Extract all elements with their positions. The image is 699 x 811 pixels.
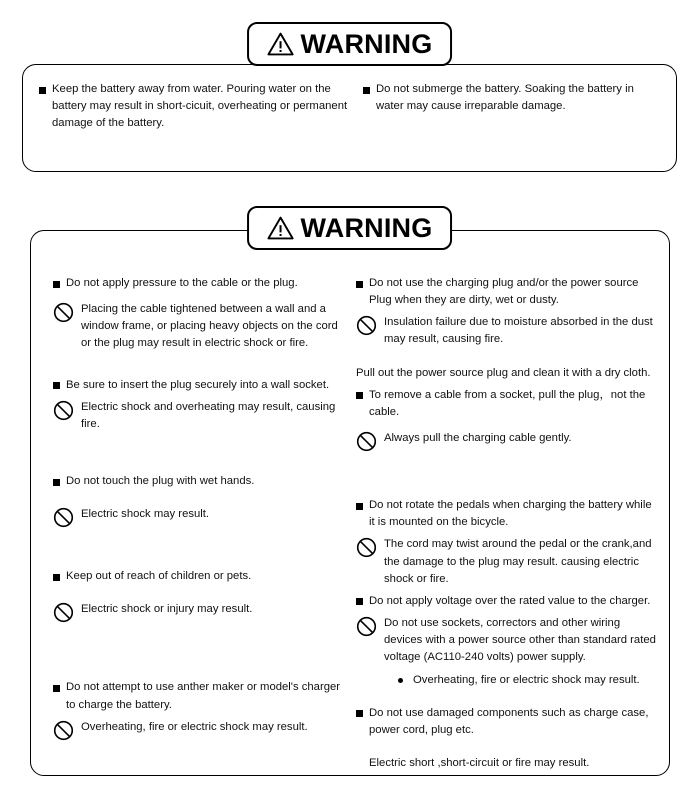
list-item-text: Do not touch the plug with wet hands. xyxy=(66,475,255,488)
warning-banner-battery xyxy=(247,22,453,66)
dot-bullet-icon xyxy=(398,678,403,683)
square-bullet-icon xyxy=(356,710,363,717)
square-bullet-icon xyxy=(39,87,46,94)
square-bullet-icon xyxy=(356,281,363,288)
warning-banner-electrical xyxy=(247,206,453,250)
prohibition-icon xyxy=(356,431,377,452)
list-item-text: Placing the cable tightened between a wall and a window frame, or placing heavy objects on the cord or the plug may result in electric shock or fire. xyxy=(81,303,338,350)
list-item xyxy=(39,81,355,132)
prohibition-icon xyxy=(356,315,377,336)
warning-triangle-icon xyxy=(267,32,294,56)
list-item-text: Electric shock may result. xyxy=(81,508,210,521)
list-item xyxy=(356,314,657,348)
list-item-text: Overheating, fire or electric shock may result. xyxy=(413,673,640,686)
list-item xyxy=(53,506,346,528)
warning-box-electrical xyxy=(30,230,670,776)
battery-left-column xyxy=(39,81,363,161)
list-item-text: Electric shock or injury may result. xyxy=(81,603,253,616)
prohibition-icon xyxy=(53,507,74,528)
list-item xyxy=(53,275,346,292)
prohibition-icon xyxy=(53,400,74,421)
list-item-text: Do not submerge the battery. Soaking the battery in water may cause irreparable damage. xyxy=(375,83,634,113)
prohibition-icon xyxy=(356,537,377,558)
list-item xyxy=(53,679,346,713)
list-item xyxy=(53,399,346,433)
list-item-text: Electric shock and overheating may result, causing fire. xyxy=(81,400,336,430)
square-bullet-icon xyxy=(53,685,60,692)
warning-banner-label: WARNING xyxy=(300,212,433,243)
list-item-text: Keep out of reach of children or pets. xyxy=(66,570,252,583)
square-bullet-icon xyxy=(53,574,60,581)
prohibition-icon xyxy=(53,602,74,623)
list-item xyxy=(356,672,657,689)
list-item-text: Always pull the charging cable gently. xyxy=(384,432,572,445)
list-item-text: The cord may twist around the pedal or the crank,and the damage to the plug may result. causing electric shock or fire. xyxy=(384,538,652,585)
list-item-text: Insulation failure due to moisture absorbed in the dust may result, causing fire. xyxy=(384,316,653,346)
list-item xyxy=(356,275,657,309)
square-bullet-icon xyxy=(356,503,363,510)
electrical-left-column xyxy=(53,275,352,765)
list-item xyxy=(53,473,346,490)
warning-triangle-icon xyxy=(267,216,294,240)
warning-banner-label: WARNING xyxy=(300,28,433,59)
square-bullet-icon xyxy=(356,392,363,399)
list-item xyxy=(53,301,346,352)
list-item xyxy=(356,536,657,587)
list-item-text: Do not use sockets, correctors and other wiring devices with a power source other than standard rated voltage (AC110-240 volts) power supply. xyxy=(384,617,656,664)
square-bullet-icon xyxy=(53,281,60,288)
list-item xyxy=(356,705,657,739)
list-item xyxy=(356,593,657,610)
list-item-text: Be sure to insert the plug securely into a wall socket. xyxy=(66,378,330,391)
list-item xyxy=(356,497,657,531)
list-item xyxy=(53,719,346,741)
list-item xyxy=(356,430,657,452)
prohibition-icon xyxy=(53,720,74,741)
list-item-text: Do not attempt to use anther maker or model's charger to charge the battery. xyxy=(66,681,341,711)
prohibition-icon xyxy=(53,302,74,323)
warning-box-battery xyxy=(22,64,677,172)
electrical-right-column xyxy=(352,275,657,769)
note-text: Electric short ,short-circuit or fire may result. xyxy=(369,756,590,769)
list-item-text: Do not use damaged components such as charge case, power cord, plug etc. xyxy=(369,706,649,736)
list-item-text: Keep the battery away from water. Pouring water on the battery may result in short-cicuit, overheating or permanent damage of the battery. xyxy=(52,83,348,130)
list-item xyxy=(53,377,346,394)
list-item xyxy=(356,615,657,666)
square-bullet-icon xyxy=(363,87,370,94)
battery-right-column xyxy=(363,81,662,161)
list-item-text: Do not use the charging plug and/or the power source Plug when they are dirty, wet or dusty. xyxy=(369,277,639,307)
square-bullet-icon xyxy=(356,598,363,605)
list-item-text: Overheating, fire or electric shock may result. xyxy=(81,720,308,733)
list-item-text: Do not apply pressure to the cable or the plug. xyxy=(66,277,298,289)
square-bullet-icon xyxy=(53,479,60,486)
list-item xyxy=(53,601,346,623)
square-bullet-icon xyxy=(53,382,60,389)
list-item xyxy=(356,387,657,421)
list-item-text: To remove a cable from a socket, pull the plug，not the cable. xyxy=(369,388,646,418)
note-text: Pull out the power source plug and clean it with a dry cloth. xyxy=(356,366,651,379)
list-item-text: Do not apply voltage over the rated value to the charger. xyxy=(369,594,651,607)
list-item xyxy=(53,568,346,585)
list-item xyxy=(363,81,662,115)
prohibition-icon xyxy=(356,616,377,637)
list-item-text: Do not rotate the pedals when charging the battery while it is mounted on the bicycle. xyxy=(369,499,652,529)
